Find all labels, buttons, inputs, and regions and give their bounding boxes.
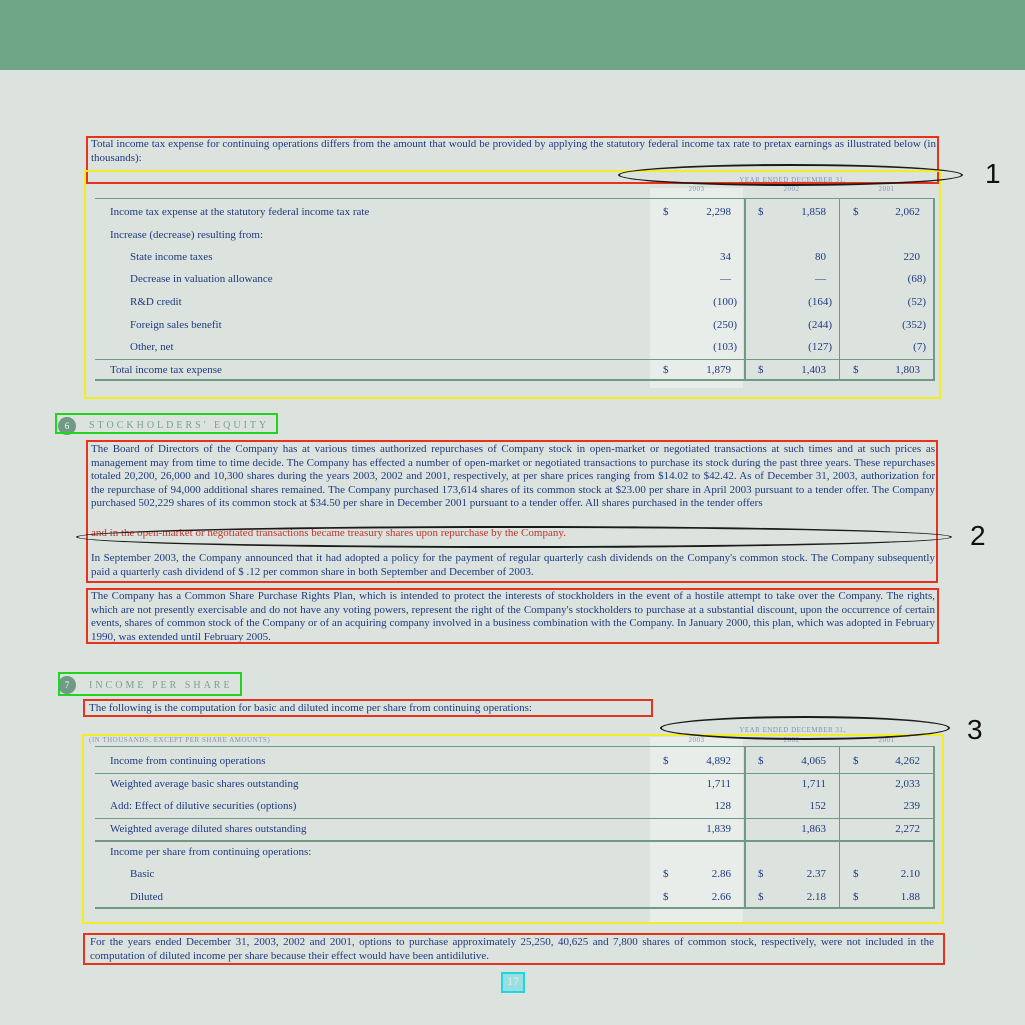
currency-sign: $: [758, 755, 764, 767]
row-label: Other, net: [130, 341, 174, 353]
value-2001: 1,803: [895, 364, 920, 376]
row-label: Income tax expense at the statutory federal income tax rate: [110, 206, 370, 218]
value-2003: (103): [713, 341, 737, 353]
value-2003: 1,839: [706, 823, 731, 835]
row-label: Decrease in valuation allowance: [130, 273, 273, 285]
currency-sign: $: [853, 891, 859, 903]
row-label: Total income tax expense: [110, 364, 222, 376]
struck-text-line: and in the open-market or negotiated transactions became treasury shares upon repurchase by the Company.: [91, 527, 566, 539]
value-2001: (52): [907, 296, 926, 308]
currency-sign: $: [758, 206, 764, 218]
value-2002: (244): [808, 319, 832, 331]
value-2002: 1,858: [801, 206, 826, 218]
value-2003: 128: [714, 800, 731, 812]
row-label: Income from continuing operations: [110, 755, 266, 767]
section-title-income-per-share: INCOME PER SHARE: [89, 680, 233, 691]
row-label: Basic: [130, 868, 155, 880]
row-label: Diluted: [130, 891, 163, 903]
row-label: Weighted average basic shares outstanding: [110, 778, 299, 790]
value-2003: —: [720, 273, 731, 285]
annotation-box-section6: [55, 413, 278, 434]
currency-sign: $: [853, 868, 859, 880]
value-2003: 2.86: [711, 868, 731, 880]
currency-sign: $: [663, 868, 669, 880]
table1-year-2003: 2003: [688, 185, 705, 193]
section-number-badge: 6: [58, 417, 76, 435]
callout-number-3: 3: [967, 714, 983, 745]
value-2003: (100): [713, 296, 737, 308]
row-label: R&D credit: [130, 296, 182, 308]
row-label: Weighted average diluted shares outstanding: [110, 823, 307, 835]
section-number-badge: 7: [58, 676, 76, 694]
table2-year-2003: 2003: [688, 736, 705, 744]
table2-year-2001: 2001: [878, 736, 895, 744]
table1-heading: YEAR ENDED DECEMBER 31,: [739, 176, 846, 184]
value-2001: 220: [903, 251, 920, 263]
currency-sign: $: [853, 206, 859, 218]
value-2003: 1,711: [706, 778, 731, 790]
header-bar: [0, 0, 1025, 70]
value-2001: 4,262: [895, 755, 920, 767]
value-2002: 4,065: [801, 755, 826, 767]
value-2003: 34: [720, 251, 731, 263]
value-2001: 1.88: [900, 891, 920, 903]
annotation-box-table2: [82, 734, 944, 924]
eps-antidilutive-note: For the years ended December 31, 2003, 2002 and 2001, options to purchase approximately 25,250, 40,625 and 7,800 shares of common stock, respectively, were not included in the computation of diluted income per share because their effect would have been antidilutive.: [90, 936, 934, 962]
value-2003: 2.66: [711, 891, 731, 903]
value-2003: 1,879: [706, 364, 731, 376]
annotation-box-page-number: [501, 972, 525, 993]
section-title-stockholders-equity: STOCKHOLDERS' EQUITY: [89, 420, 270, 431]
annotation-box-section7: [58, 672, 242, 696]
value-2003: (250): [713, 319, 737, 331]
value-2003: 4,892: [706, 755, 731, 767]
equity-paragraph-dividends: In September 2003, the Company announced that it had adopted a policy for the payment of regular quarterly cash dividends on the Company's common stock. The Company subsequently paid a quarterly cash dividend of $ .12 per common share in both September and December of 2003.: [91, 552, 935, 578]
annotation-box-equity-2: [86, 588, 939, 644]
row-label: State income taxes: [130, 251, 213, 263]
callout-number-1: 1: [985, 158, 1001, 189]
currency-sign: $: [663, 891, 669, 903]
annotation-box-note: [83, 933, 945, 965]
value-2001: (68): [907, 273, 926, 285]
value-2002: 1,403: [801, 364, 826, 376]
value-2002: (127): [808, 341, 832, 353]
callout-number-2: 2: [970, 520, 986, 551]
annotation-box-table1: [84, 170, 941, 399]
row-label: Income per share from continuing operations:: [110, 846, 312, 858]
table2-units: (IN THOUSANDS, EXCEPT PER SHARE AMOUNTS): [89, 736, 271, 744]
row-label: Add: Effect of dilutive securities (options): [110, 800, 297, 812]
currency-sign: $: [758, 868, 764, 880]
table2-year-2002: 2002: [783, 736, 800, 744]
value-2002: (164): [808, 296, 832, 308]
value-2001: (7): [913, 341, 926, 353]
value-2002: 1,711: [801, 778, 826, 790]
row-label: Foreign sales benefit: [130, 319, 222, 331]
table1-year-2001: 2001: [878, 185, 895, 193]
eps-intro-paragraph: The following is the computation for basic and diluted income per share from continuing operations:: [89, 702, 532, 714]
value-2001: 2,033: [895, 778, 920, 790]
row-label: Increase (decrease) resulting from:: [110, 229, 264, 241]
value-2002: 152: [809, 800, 826, 812]
currency-sign: $: [853, 755, 859, 767]
value-2001: 2,272: [895, 823, 920, 835]
table1-year-2002: 2002: [783, 185, 800, 193]
value-2001: 2,062: [895, 206, 920, 218]
equity-paragraph-repurchases: The Board of Directors of the Company has at various times authorized repurchases of Company stock in open-market or negotiated transactions at such times and at such prices as management may from time to time decide. The Company has effected a number of open-market or negotiated transactions to purchase its stock during the past three years. These repurchases totaled 20,200, 26,000 and 10,300 shares during the years 2003, 2002 and 2001, respectively, at per share prices ranging from $14.02 to $42.42. As of December 31, 2003, authorization for the repurchase of 94,000 additional shares remained. The Company purchased 173,614 shares of its common stock at $23.00 per share in April 2003 pursuant to a tender offer. The Company purchased 502,229 shares of its common stock at $34.50 per share in December 2001 pursuant to a tender offer. All shares purchased in the tender offers: [91, 443, 935, 510]
value-2002: 1,863: [801, 823, 826, 835]
value-2002: 2.37: [806, 868, 826, 880]
tax-intro-paragraph: Total income tax expense for continuing operations differs from the amount that would be provided by applying the statutory federal income tax rate to pretax earnings as illustrated below (in thousands):: [91, 138, 936, 164]
value-2002: 2.18: [806, 891, 826, 903]
annotation-ellipse-3: [660, 716, 950, 740]
value-2001: 239: [903, 800, 920, 812]
equity-paragraph-rights-plan: The Company has a Common Share Purchase Rights Plan, which is intended to protect the interests of stockholders in the event of a hostile attempt to take over the Company. The rights, which are not presently exercisable and do not have any voting powers, represent the right of the Company's stockholders to purchase at a substantial discount, upon the occurrence of certain events, shares of common stock of the Company or of an acquiring company involved in a business combination with the Company. In January 2000, this plan, which was adopted in February 1990, was extended until February 2005.: [91, 590, 935, 643]
value-2002: —: [815, 273, 826, 285]
currency-sign: $: [758, 364, 764, 376]
annotation-box-eps-intro: [83, 699, 653, 717]
value-2001: 2.10: [900, 868, 920, 880]
annotation-box-equity-1: [86, 440, 938, 583]
value-2003: 2,298: [706, 206, 731, 218]
annotation-ellipse-1: [618, 164, 963, 186]
currency-sign: $: [663, 364, 669, 376]
currency-sign: $: [758, 891, 764, 903]
currency-sign: $: [663, 206, 669, 218]
table2-heading: YEAR ENDED DECEMBER 31,: [739, 726, 846, 734]
currency-sign: $: [853, 364, 859, 376]
page-number: 17: [503, 974, 523, 991]
annotation-ellipse-2: [76, 526, 952, 548]
value-2001: (352): [902, 319, 926, 331]
currency-sign: $: [663, 755, 669, 767]
value-2002: 80: [815, 251, 826, 263]
